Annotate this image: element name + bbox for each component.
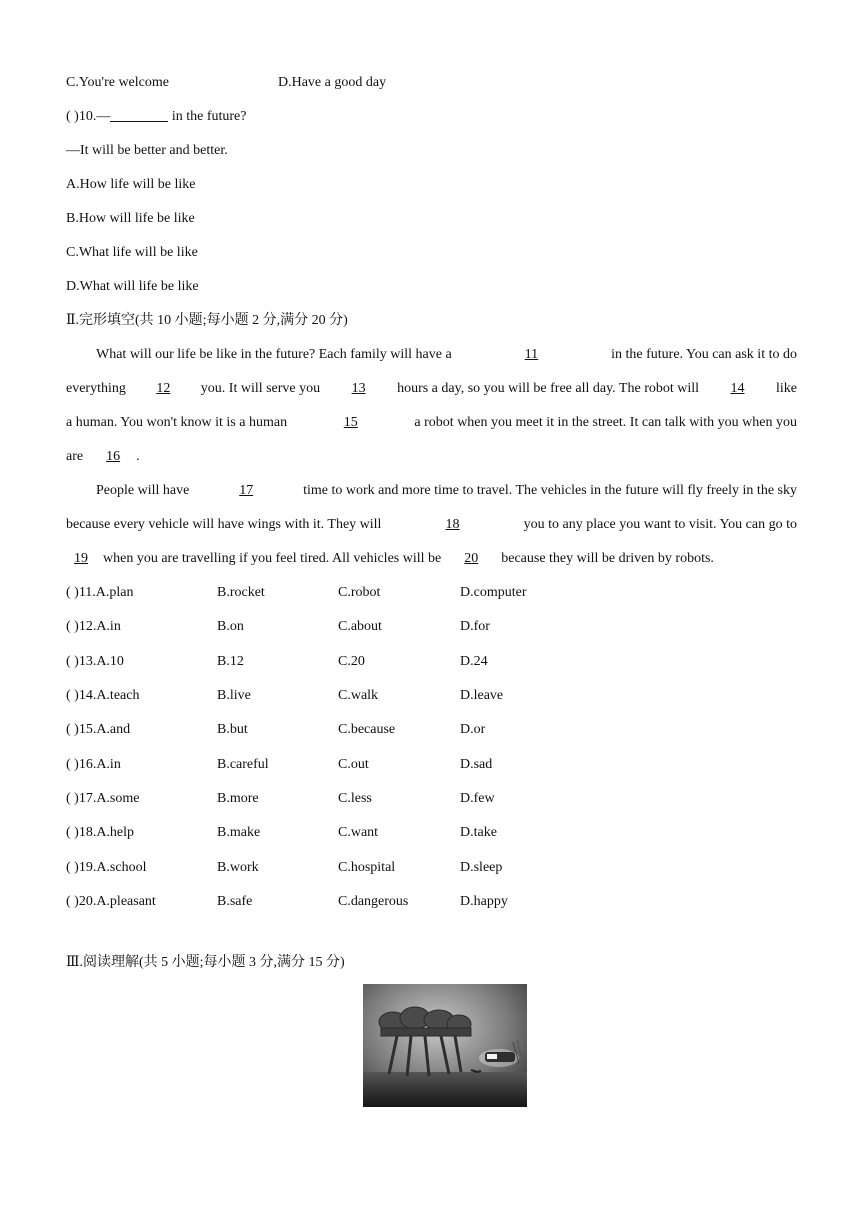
question-row [66,755,797,775]
question-row [66,720,797,740]
blank-20: 20 [464,551,479,566]
question-option-c: C.want [338,825,379,841]
question-row [66,858,797,878]
question-option-a: ( )19.A.school [66,859,147,875]
question-option-d: D.take [460,825,497,841]
question-row [66,583,797,603]
q9-option-d: D.Have a good day [278,75,387,90]
question-option-d: D.leave [460,688,504,704]
question-option-c: C.out [338,756,369,772]
question-option-a: ( )20.A.pleasant [66,894,156,910]
question-row [66,789,797,809]
section3-title: Ⅲ.阅读理解(共 5 小题;每小题 3 分,满分 15 分) [66,955,345,970]
question-option-d: D.computer [460,585,527,600]
blank-11: 11 [524,347,539,362]
q10-stem [66,107,246,127]
p1-line4 [66,447,140,467]
p2-line3 [66,549,714,569]
question-option-c: C.about [338,619,382,635]
futuristic-scene-image [363,984,527,1107]
question-option-d: D.sleep [460,859,503,875]
section2-title: Ⅱ.完形填空(共 10 小题;每小题 2 分,满分 20 分) [66,313,348,328]
q10-blank [110,107,168,122]
p1-line1 [96,345,797,365]
p2-line2 [66,515,797,535]
question-option-b: B.live [217,688,251,704]
question-option-d: D.for [460,619,490,635]
q10-rest: in the future? [168,109,247,124]
question-option-a: ( )11.A.plan [66,585,134,600]
question-option-d: D.few [460,791,495,807]
p1-line3 [66,413,797,433]
question-option-d: D.or [460,722,486,738]
text: you to any place you want to visit. You can go to [523,517,797,532]
q10-option-c: C.What life will be like [66,245,198,260]
question-row [66,686,797,706]
text: you. It will serve you [200,381,321,396]
p2-line1 [96,481,797,501]
q10-option-a: A.How life will be like [66,177,196,192]
question-row [66,652,797,672]
text: everything [66,381,126,396]
question-option-a: ( )13.A.10 [66,653,124,669]
question-row [66,617,797,637]
q10-option-d: D.What will life be like [66,279,199,294]
question-option-a: ( )14.A.teach [66,688,140,704]
question-option-c: C.dangerous [338,894,409,910]
text: when you are travelling if you feel tired. All vehicles will be [103,551,442,566]
q9-option-c: C.You're welcome [66,75,169,90]
question-option-c: C.20 [338,653,365,669]
question-option-b: B.careful [217,756,269,772]
text: in the future. You can ask it to do [611,347,797,362]
question-option-b: B.12 [217,653,244,669]
question-option-b: B.safe [217,894,253,910]
text: because they will be driven by robots. [501,551,714,566]
text: People will have [96,483,190,498]
blank-16: 16 [106,449,121,464]
text: a human. You won't know it is a human [66,415,288,430]
blank-12: 12 [156,381,171,396]
text: like [775,381,797,396]
q10-option-b: B.How will life be like [66,211,195,226]
blank-14: 14 [730,381,745,396]
question-option-c: C.walk [338,688,379,704]
question-option-d: D.24 [460,653,488,669]
question-option-b: B.make [217,825,261,841]
text: time to work and more time to travel. The vehicles in the future will fly freely in the sky [303,483,797,498]
question-option-b: B.on [217,619,244,635]
blank-17: 17 [239,483,254,498]
text: What will our life be like in the future? Each family will have a [96,347,452,362]
text: are [66,449,84,464]
question-row [66,823,797,843]
question-option-a: ( )16.A.in [66,756,121,772]
question-row [66,892,797,912]
question-option-c: C.robot [338,585,381,600]
question-option-b: B.but [217,722,248,738]
question-option-c: C.less [338,791,372,807]
q10-paren: ( )10.— [66,109,111,124]
question-option-b: B.rocket [217,585,265,600]
text: . [136,449,140,464]
question-option-c: C.because [338,722,396,738]
blank-19: 19 [74,551,88,566]
text: because every vehicle will have wings with it. They will [66,517,382,532]
blank-15: 15 [343,415,358,430]
question-option-b: B.work [217,859,259,875]
question-option-d: D.sad [460,756,493,772]
question-option-c: C.hospital [338,859,396,875]
blank-18: 18 [445,517,460,532]
p1-line2 [66,379,797,399]
text: hours a day, so you will be free all day. The robot will [397,381,700,396]
q10-answer: —It will be better and better. [66,143,228,158]
question-option-d: D.happy [460,894,508,910]
question-option-a: ( )17.A.some [66,791,140,807]
text: a robot when you meet it in the street. It can talk with you when you [414,415,797,430]
question-option-a: ( )12.A.in [66,619,121,635]
blank-13: 13 [351,381,366,396]
question-option-a: ( )15.A.and [66,722,131,738]
question-option-b: B.more [217,791,259,807]
question-option-a: ( )18.A.help [66,825,135,841]
